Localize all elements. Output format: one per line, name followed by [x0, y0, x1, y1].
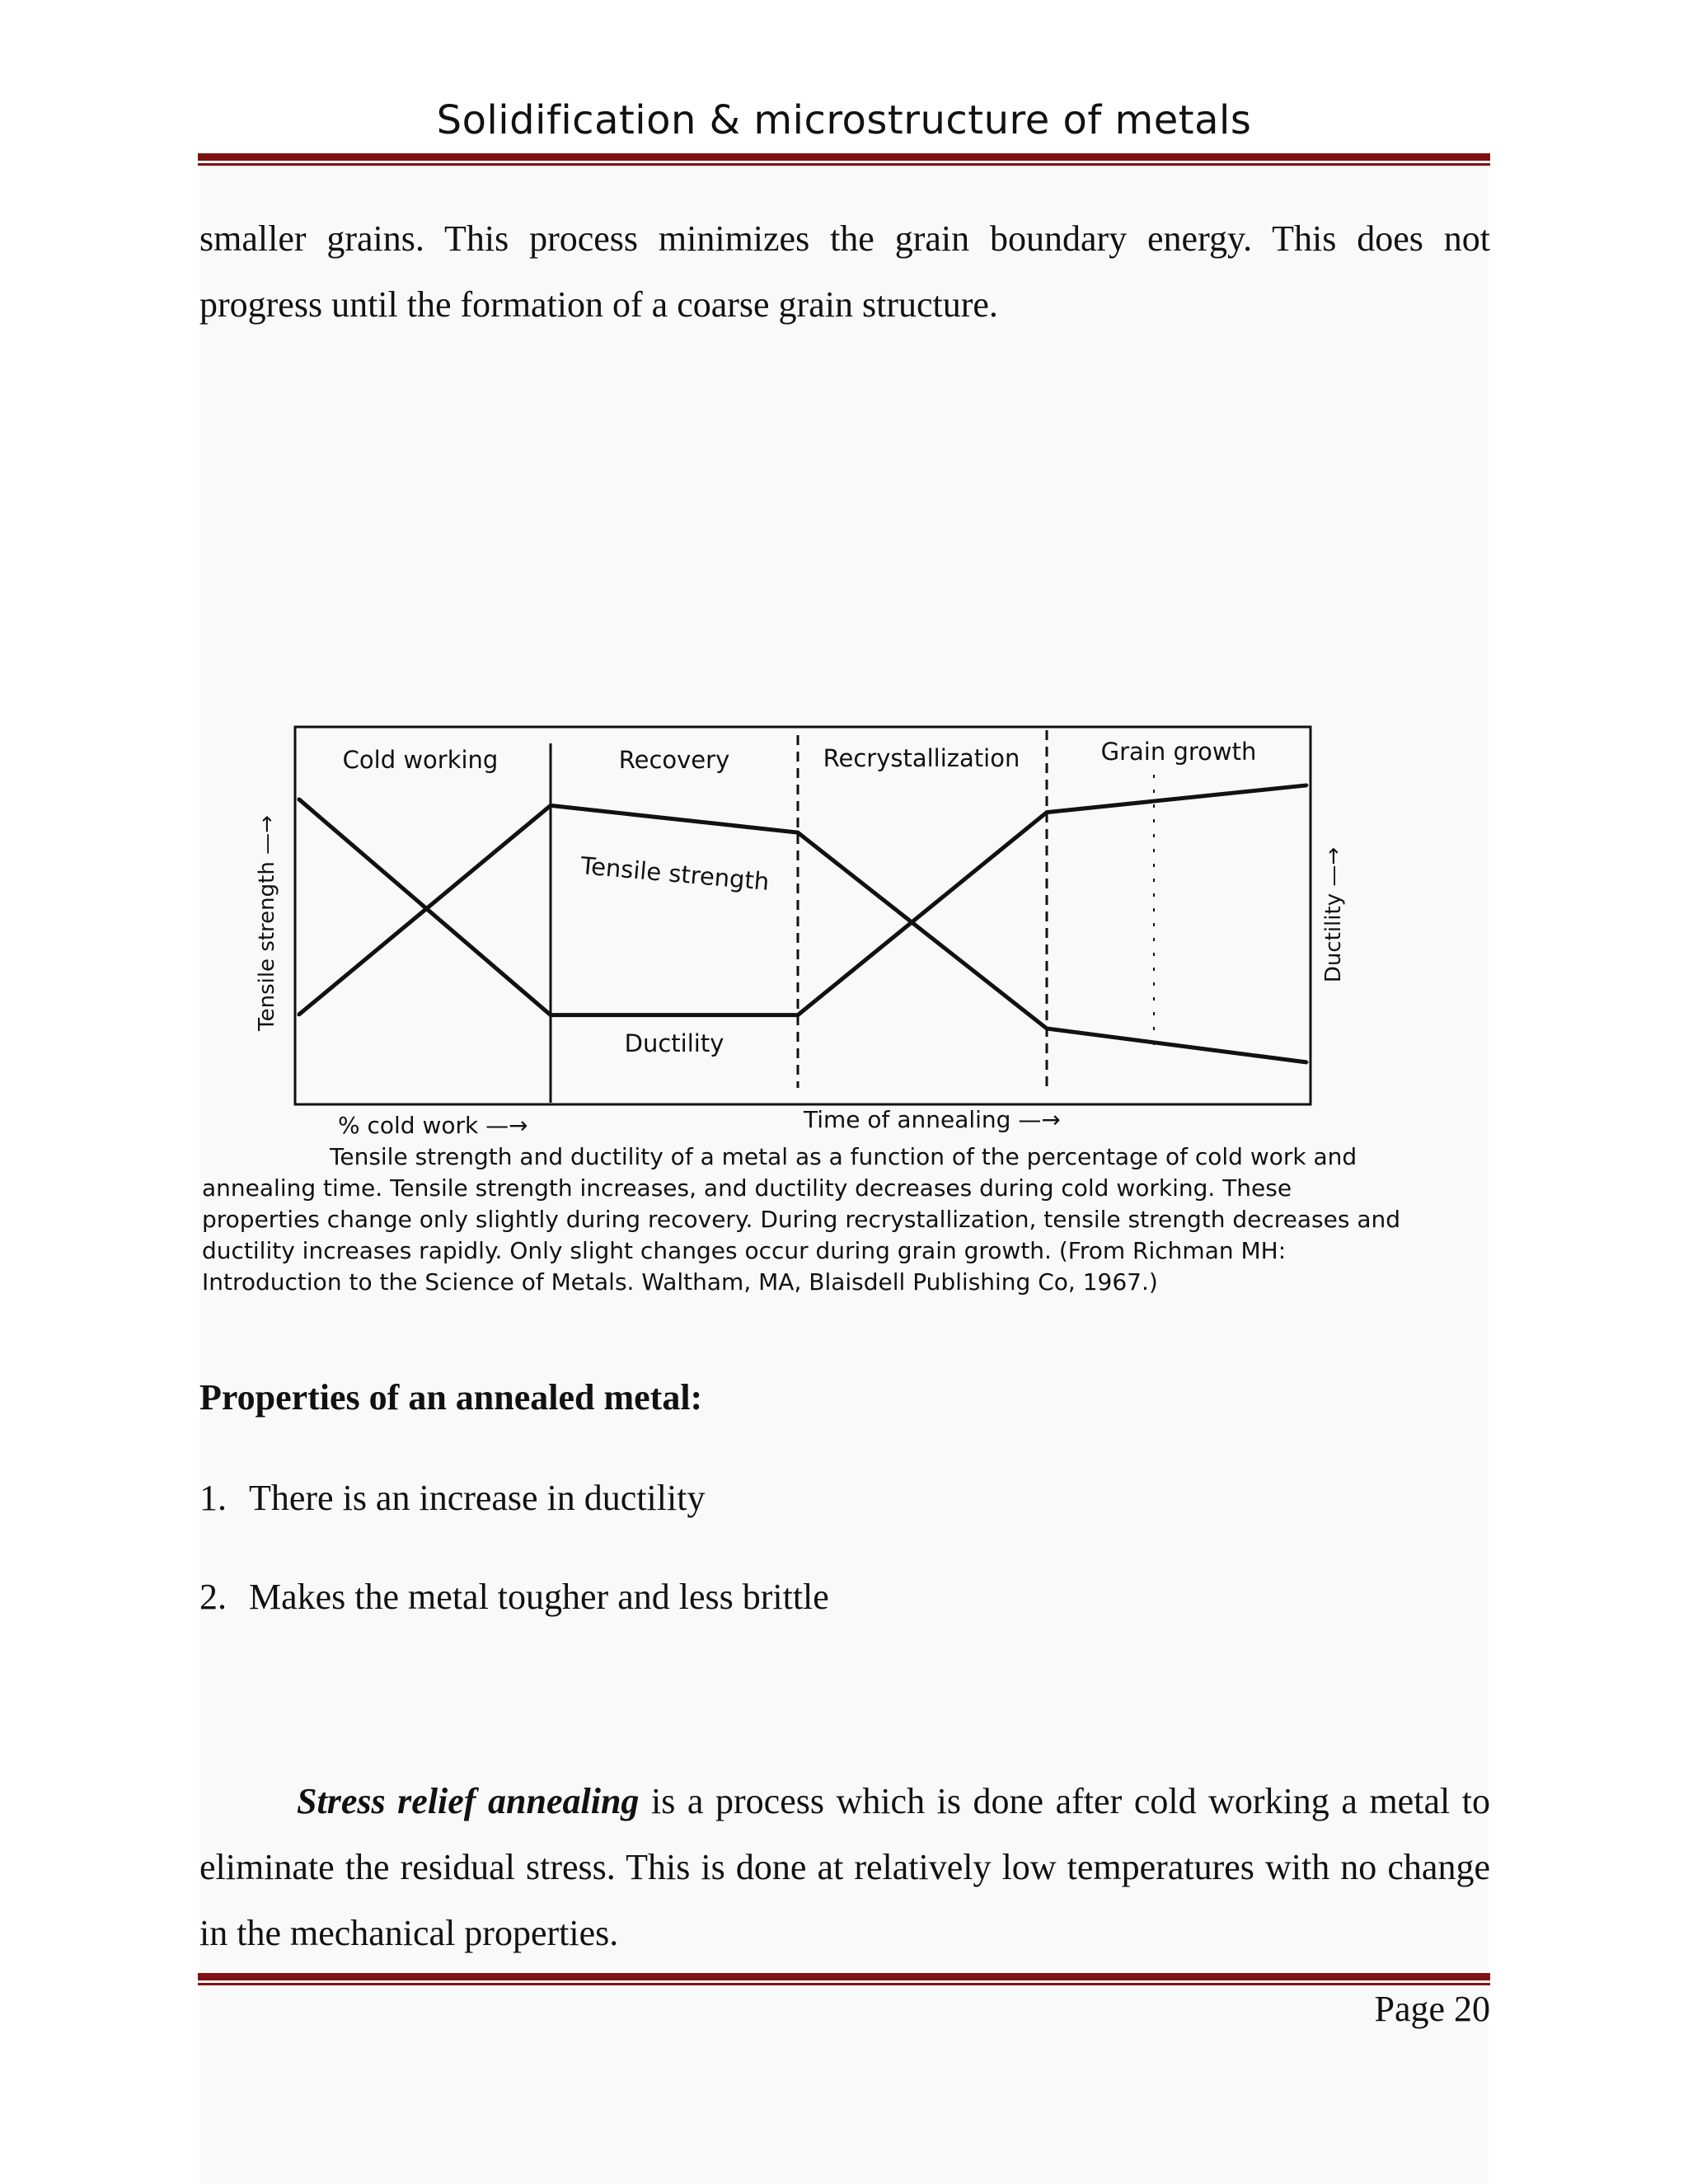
stress-relief-text: is a process which is done after cold working a metal to eliminate the residual stress. This is done at relatively low temperatures with no change in the mechanical properties.: [199, 1781, 1490, 1953]
stress-relief-term: Stress relief annealing: [297, 1781, 640, 1821]
footer-divider: [198, 1973, 1490, 1985]
section-heading: Properties of an annealed metal:: [199, 1377, 703, 1418]
figure-caption: [202, 1141, 1405, 1298]
tensile-strength-line: [298, 805, 1307, 1062]
caption-rest: annealing time. Tensile strength increases, and ductility decreases during cold working. These properties change only slightly during recovery. During recrystallization, tensile strength decreases and ductility increases rapidly. Only slight changes occur during grain growth. (From Richman MH: Introduction to the Science of Metals. Waltham, MA, Blaisdell Publishing Co, 1967.): [202, 1174, 1401, 1296]
list-item: [199, 1477, 705, 1519]
list-text: There is an increase in ductility: [249, 1478, 706, 1518]
stage-label-cold-working: Cold working: [342, 746, 499, 774]
tensile-point: [797, 832, 799, 834]
list-item: [199, 1576, 829, 1618]
x-label-cold-work: % cold work —→: [338, 1112, 528, 1137]
ductility-point: [550, 1014, 552, 1016]
stage-label-recovery: Recovery: [618, 746, 730, 774]
ductility-point: [298, 798, 300, 800]
page-number: Page 20: [1374, 1989, 1490, 2029]
left-axis-label: Tensile strength —→: [255, 815, 279, 1031]
annealing-figure: [198, 709, 1418, 1141]
tensile-point: [298, 1014, 300, 1016]
caption-line-1: Tensile strength and ductility of a metal as a function of the percentage of cold work and: [330, 1143, 1357, 1170]
ductility-point: [1306, 784, 1309, 786]
list-text: Makes the metal tougher and less brittle: [249, 1577, 829, 1617]
tensile-point: [1306, 1062, 1309, 1064]
stage-label-grain-growth: Grain growth: [1100, 738, 1257, 766]
list-number: 2.: [199, 1577, 227, 1617]
tensile-curve-label: Tensile strength: [579, 851, 771, 896]
list-number: 1.: [199, 1478, 227, 1518]
chart-frame: [295, 727, 1311, 1104]
right-axis-label: Ductility —→: [1321, 846, 1346, 983]
header-divider: [198, 153, 1490, 166]
ductility-point: [1046, 811, 1048, 813]
ductility-point: [797, 1014, 799, 1016]
tensile-point: [1046, 1028, 1048, 1030]
page-header-title: Solidification & microstructure of metals: [436, 97, 1252, 143]
ductility-curve-label: Ductility: [624, 1029, 724, 1057]
stage-label-recrystallization: Recrystallization: [823, 744, 1020, 772]
ductility-line: [298, 785, 1307, 1015]
tensile-point: [550, 804, 552, 807]
x-label-annealing-time: Time of annealing —→: [804, 1106, 1061, 1133]
intro-paragraph: smaller grains. This process minimizes the grain boundary energy. This does not progress until the formation of a coarse grain structure.: [199, 218, 1490, 325]
stress-relief-paragraph: [199, 1769, 1490, 1966]
annealing-chart: [198, 709, 1418, 1137]
